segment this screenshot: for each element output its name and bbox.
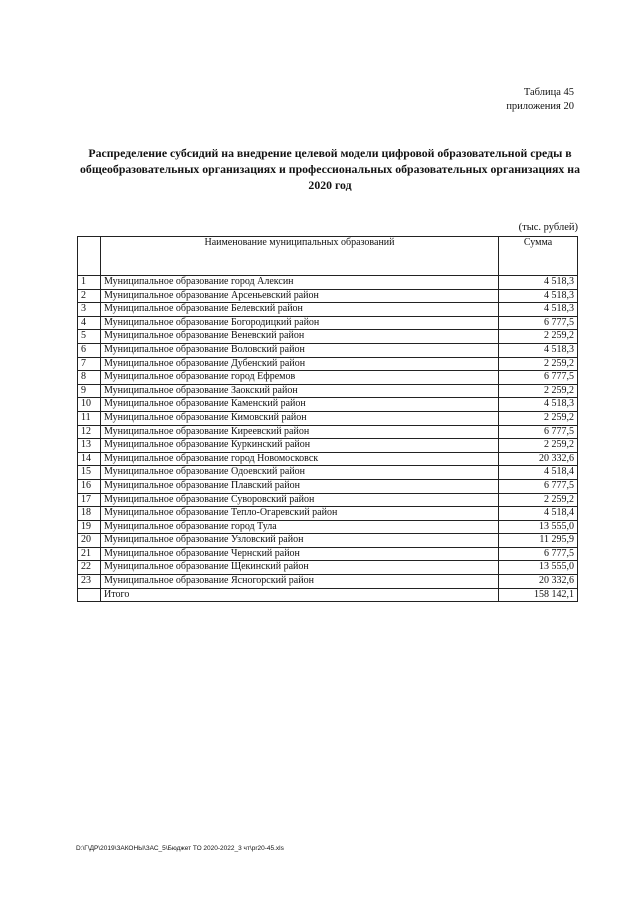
row-number: 9	[78, 384, 101, 398]
row-sum: 2 259,2	[499, 411, 578, 425]
row-sum: 4 518,3	[499, 289, 578, 303]
table-row	[78, 479, 578, 493]
row-name: Муниципальное образование Тепло-Огаревский район	[101, 507, 499, 521]
row-number: 17	[78, 493, 101, 507]
units-label: (тыс. рублей)	[518, 222, 578, 233]
row-number: 3	[78, 303, 101, 317]
row-sum: 2 259,2	[499, 330, 578, 344]
row-number: 20	[78, 534, 101, 548]
table-row	[78, 507, 578, 521]
table-row	[78, 357, 578, 371]
total-sum: 158 142,1	[499, 588, 578, 602]
table-row	[78, 439, 578, 453]
table-row	[78, 547, 578, 561]
row-number: 18	[78, 507, 101, 521]
row-sum: 6 777,5	[499, 371, 578, 385]
table-row	[78, 466, 578, 480]
table-row	[78, 384, 578, 398]
header-number-cell	[78, 237, 101, 276]
row-name: Муниципальное образование Арсеньевский район	[101, 289, 499, 303]
row-name: Муниципальное образование Ясногорский район	[101, 575, 499, 589]
row-number: 13	[78, 439, 101, 453]
table-row	[78, 316, 578, 330]
total-row	[78, 588, 578, 602]
row-number: 23	[78, 575, 101, 589]
row-sum: 4 518,3	[499, 303, 578, 317]
subsidy-table	[77, 236, 578, 602]
row-sum: 13 555,0	[499, 561, 578, 575]
row-number: 5	[78, 330, 101, 344]
row-number: 10	[78, 398, 101, 412]
row-name: Муниципальное образование Куркинский район	[101, 439, 499, 453]
row-name: Муниципальное образование Плавский район	[101, 479, 499, 493]
table-row	[78, 520, 578, 534]
row-number: 21	[78, 547, 101, 561]
row-number: 7	[78, 357, 101, 371]
table-row	[78, 534, 578, 548]
row-name: Муниципальное образование город Ефремов	[101, 371, 499, 385]
row-name: Муниципальное образование Узловский район	[101, 534, 499, 548]
row-name: Муниципальное образование город Новомосковск	[101, 452, 499, 466]
table-row	[78, 276, 578, 290]
table-header-row	[78, 237, 578, 276]
table-row	[78, 330, 578, 344]
row-sum: 6 777,5	[499, 479, 578, 493]
row-sum: 2 259,2	[499, 493, 578, 507]
row-name: Муниципальное образование Одоевский район	[101, 466, 499, 480]
row-sum: 20 332,6	[499, 575, 578, 589]
row-name: Муниципальное образование Каменский район	[101, 398, 499, 412]
row-name: Муниципальное образование Кимовский район	[101, 411, 499, 425]
table-row	[78, 493, 578, 507]
row-sum: 4 518,4	[499, 507, 578, 521]
header-sum-cell: Сумма	[499, 237, 578, 276]
total-number-cell	[78, 588, 101, 602]
row-sum: 2 259,2	[499, 357, 578, 371]
row-sum: 2 259,2	[499, 384, 578, 398]
document-title: Распределение субсидий на внедрение целевой модели цифровой образовательной среды в общеобразовательных организациях и профессиональных образовательных организациях на 2020 год	[80, 146, 580, 192]
row-number: 11	[78, 411, 101, 425]
row-name: Муниципальное образование город Алексин	[101, 276, 499, 290]
row-name: Муниципальное образование Веневский район	[101, 330, 499, 344]
row-sum: 20 332,6	[499, 452, 578, 466]
row-sum: 13 555,0	[499, 520, 578, 534]
row-number: 12	[78, 425, 101, 439]
row-number: 15	[78, 466, 101, 480]
row-name: Муниципальное образование Заокский район	[101, 384, 499, 398]
row-sum: 4 518,4	[499, 466, 578, 480]
total-label: Итого	[101, 588, 499, 602]
table-row	[78, 561, 578, 575]
row-name: Муниципальное образование Воловский район	[101, 343, 499, 357]
file-path-footer: D:\Г\ДР\2019\ЗАКОНЫ\ЗАС_5\Бюджет ТО 2020-2022_3 чт\pr20-45.xls	[76, 845, 284, 852]
row-name: Муниципальное образование Суворовский район	[101, 493, 499, 507]
row-number: 1	[78, 276, 101, 290]
row-sum: 4 518,3	[499, 276, 578, 290]
header-name-cell: Наименование муниципальных образований	[101, 237, 499, 276]
table-row	[78, 452, 578, 466]
table-row	[78, 425, 578, 439]
row-number: 16	[78, 479, 101, 493]
row-name: Муниципальное образование Щекинский район	[101, 561, 499, 575]
appendix-label: приложения 20	[506, 101, 574, 112]
row-sum: 6 777,5	[499, 425, 578, 439]
row-sum: 4 518,3	[499, 398, 578, 412]
row-sum: 4 518,3	[499, 343, 578, 357]
table-row	[78, 343, 578, 357]
row-name: Муниципальное образование город Тула	[101, 520, 499, 534]
row-name: Муниципальное образование Богородицкий район	[101, 316, 499, 330]
row-sum: 6 777,5	[499, 547, 578, 561]
row-number: 2	[78, 289, 101, 303]
table-row	[78, 303, 578, 317]
table-row	[78, 411, 578, 425]
row-number: 6	[78, 343, 101, 357]
row-number: 4	[78, 316, 101, 330]
table-row	[78, 371, 578, 385]
row-name: Муниципальное образование Киреевский район	[101, 425, 499, 439]
row-sum: 11 295,9	[499, 534, 578, 548]
table-row	[78, 398, 578, 412]
row-number: 22	[78, 561, 101, 575]
row-name: Муниципальное образование Чернский район	[101, 547, 499, 561]
row-sum: 2 259,2	[499, 439, 578, 453]
row-number: 8	[78, 371, 101, 385]
table-row	[78, 289, 578, 303]
row-name: Муниципальное образование Дубенский район	[101, 357, 499, 371]
row-sum: 6 777,5	[499, 316, 578, 330]
table-number-label: Таблица 45	[523, 87, 574, 98]
row-name: Муниципальное образование Белевский район	[101, 303, 499, 317]
row-number: 14	[78, 452, 101, 466]
row-number: 19	[78, 520, 101, 534]
table-row	[78, 575, 578, 589]
table-caption	[506, 86, 574, 114]
